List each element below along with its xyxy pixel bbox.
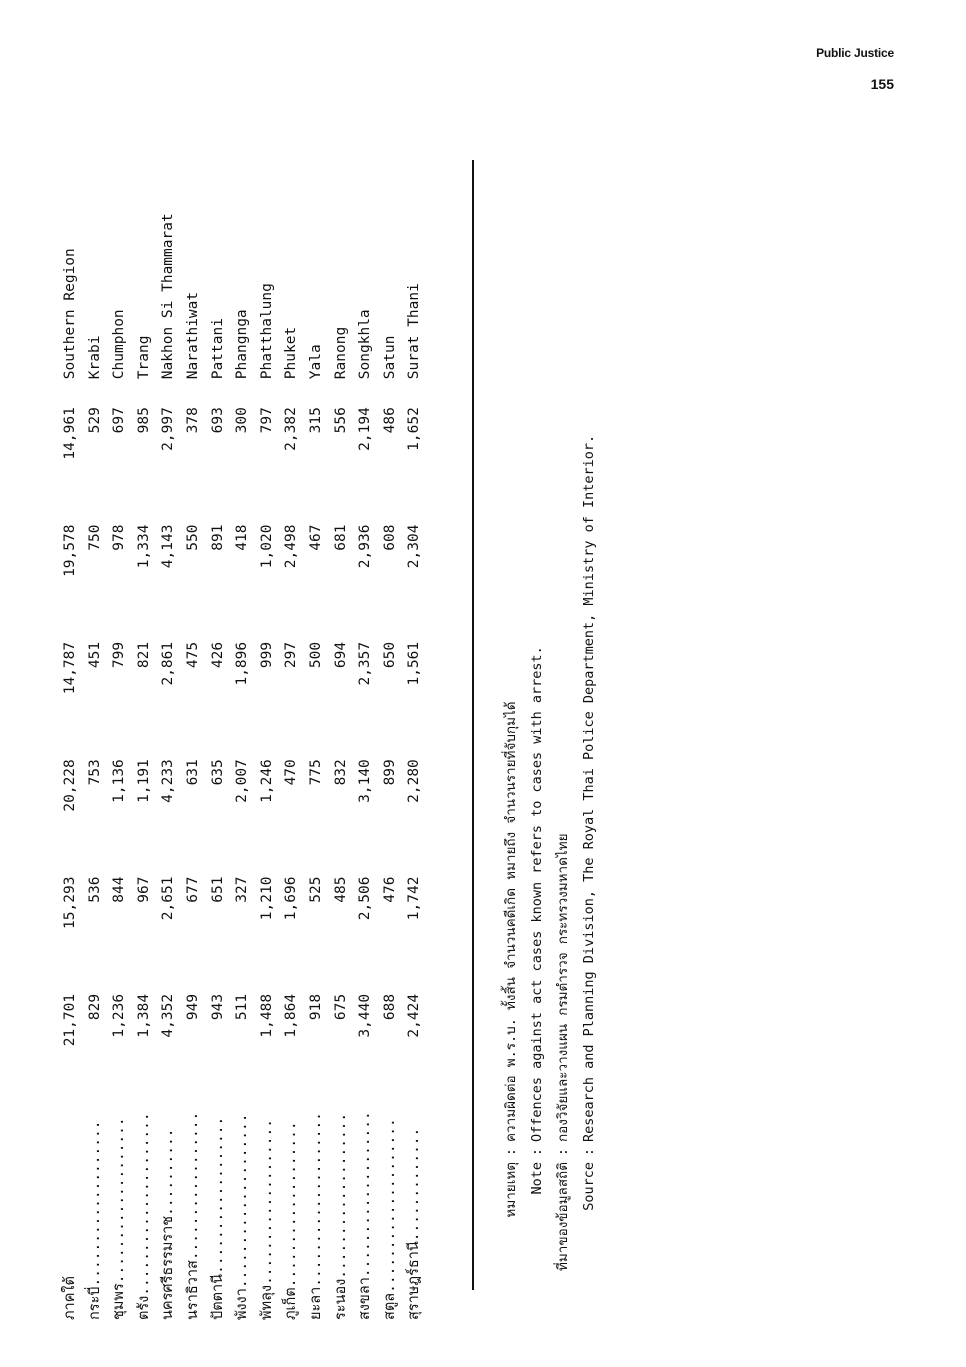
table-cell-value: 4,352 [160,993,177,1038]
province-english-name: Satun [381,335,398,380]
province-thai-name: ชุมพร................... [111,1117,128,1320]
table-row [107,130,132,1320]
table-cell-value: 891 [209,524,226,551]
table-row [353,130,378,1320]
table-cell-value: 486 [381,407,398,434]
table-cell-value: 775 [307,759,324,786]
table-cell-value: 799 [111,641,128,669]
table-cell-value: 470 [283,759,300,786]
province-english-name: Yala [307,344,324,380]
table-cell-value: 511 [234,993,251,1021]
table-cell-value: 1,020 [258,524,275,569]
table-cell-value: 832 [332,759,349,786]
province-thai-name: พังงา.................... [234,1113,251,1320]
table-cell-value: 3,140 [357,759,374,803]
table-cell-value: 750 [86,524,103,551]
table-cell-value: 693 [209,407,226,434]
table-cell-value: 19,578 [62,524,78,577]
table-cell-value: 943 [209,993,226,1021]
table-cell-value: 1,210 [258,876,275,921]
note-line: Note:Offences against act cases known refers to cases with arrest. [524,435,550,1272]
table-cell-value: 918 [307,993,324,1021]
table-cell-value: 635 [209,759,226,786]
table-cell-value: 378 [184,407,201,434]
province-english-name: Krabi [86,335,103,380]
table-cell-value: 675 [332,993,349,1021]
table-cell-value: 631 [184,759,201,786]
source-text: Research and Planning Division, The Royal Thai Police Department, Ministry of Interior. [581,434,597,1142]
table-cell-value: 2,651 [160,876,177,921]
table-row [255,130,280,1320]
table-cell-value: 688 [381,993,398,1021]
province-thai-name: สงขลา................... [357,1111,374,1320]
table-cell-value: 967 [135,876,152,903]
table-cell-value: 2,357 [357,641,374,686]
province-english-name: Phuket [283,326,300,380]
table-cell-value: 999 [258,641,275,669]
table-cell-value: 2,506 [357,876,374,921]
table-cell-value: 2,280 [406,759,423,803]
table-cell-value: 1,696 [283,876,300,921]
table-cell-value: 2,007 [234,759,251,803]
province-english-name: Pattani [209,318,226,380]
thai-source-line: ที่มาของข้อมูลสถิติ:กองวิจัยและวางแผน กรมตำรวจ กระทรวงมหาดไทย [550,435,576,1272]
table-cell-value: 899 [381,759,398,786]
table-row [156,130,181,1320]
table-cell-value: 1,864 [283,993,300,1038]
table-cell-value: 525 [307,876,324,903]
province-thai-name: กระบี่................... [86,1120,103,1320]
table-cell-value: 650 [381,641,398,669]
source-label: Source [581,1162,597,1211]
rotated-content [40,130,640,1320]
table-cell-value: 426 [209,641,226,669]
table-cell-value: 2,424 [406,993,423,1038]
province-english-name: Narathiwat [184,291,201,380]
table-cell-value: 681 [332,524,349,551]
note-text: Offences against act cases known refers to cases with arrest. [529,646,545,1142]
table-row [230,130,255,1320]
table-cell-value: 15,293 [62,876,78,929]
table-cell-value: 844 [111,876,128,903]
province-english-name: Phangnga [234,309,251,380]
table-cell-value: 556 [332,407,349,434]
table-cell-value: 2,382 [283,407,300,451]
table-cell-value: 1,652 [406,407,423,451]
table-cell-value: 529 [86,407,103,434]
table-cell-value: 14,787 [62,641,78,695]
province-english-name: Nakhon Si Thammarat [160,213,177,380]
table-cell-value: 2,861 [160,641,177,686]
province-thai-name: ภูเก็ต................... [283,1121,300,1320]
province-thai-name: สุราษฎร์ธานี............. [406,1127,423,1320]
table-cell-value: 2,997 [160,407,177,451]
province-english-name: Chumphon [111,309,128,380]
table-cell-value: 2,936 [357,524,374,569]
table-cell-value: 1,246 [258,759,275,803]
province-thai-name: พัทลุง................... [258,1119,275,1320]
table-cell-value: 315 [307,407,324,434]
table-row [329,130,354,1320]
province-thai-name: นครศรีธรรมราช.......... [160,1128,177,1320]
province-english-name: Phatthalung [258,283,275,380]
table-cell-value: 1,561 [406,641,423,686]
table-cell-value: 1,488 [258,993,275,1038]
province-thai-name: ปัตตานี.................. [209,1116,226,1320]
table-cell-value: 467 [307,524,324,551]
table-cell-value: 1,136 [111,759,128,803]
table-cell-value: 608 [381,524,398,551]
table-cell-value: 14,961 [62,407,78,460]
province-thai-name: ตรัง..................... [135,1112,152,1320]
table-cell-value: 651 [209,876,226,903]
table-cell-value: 821 [135,641,152,669]
table-cell-value: 985 [135,407,152,434]
table-cell-value: 2,194 [357,407,374,451]
thai-note-line: หมายเหตุ:ความผิดต่อ พ.ร.บ. ทั้งสิ้น จำนวนคดีเกิด หมายถึง จำนวนรายที่จับกุมได้ [498,435,524,1272]
table-cell-value: 4,233 [160,759,177,803]
table-cell-value: 949 [184,993,201,1021]
province-thai-name: ภาคใต้ [62,1276,78,1320]
table-cell-value: 475 [184,641,201,669]
province-thai-name: สตูล.................... [381,1118,398,1320]
table-cell-value: 485 [332,876,349,903]
province-thai-name: ระนอง................... [332,1112,349,1320]
province-english-name: Ranong [332,326,349,380]
table-row [402,130,427,1320]
table-cell-value: 2,498 [283,524,300,569]
page-number: 155 [870,76,894,92]
table-cell-value: 1,896 [234,641,251,686]
table-cell-value: 500 [307,641,324,669]
table-divider-rule [472,160,474,1290]
table-cell-value: 300 [234,407,251,434]
table-cell-value: 476 [381,876,398,903]
table-cell-value: 536 [86,876,103,903]
table-cell-value: 297 [283,641,300,669]
note-label: Note [529,1162,545,1195]
table-cell-value: 1,742 [406,876,423,921]
table-cell-value: 1,384 [135,993,152,1038]
table-notes [498,435,602,1272]
province-english-name: Songkhla [357,309,374,380]
table-row [378,130,403,1320]
table-cell-value: 418 [234,524,251,551]
thai-source-text: กองวิจัยและวางแผน กรมตำรวจ กระทรวงมหาดไทย [555,833,571,1142]
table-cell-value: 694 [332,641,349,669]
province-thai-name: ยะลา.................... [307,1112,324,1320]
table-row [304,130,329,1320]
table-row [206,130,231,1320]
table-cell-value: 20,228 [62,759,78,812]
table-row [132,130,157,1320]
thai-source-label: ที่มาของข้อมูลสถิติ [555,1162,571,1271]
table-cell-value: 1,236 [111,993,128,1038]
table-cell-value: 697 [111,407,128,434]
table-cell-value: 2,304 [406,524,423,569]
province-english-name: Surat Thani [406,283,423,380]
province-thai-name: นราธิวาส................. [184,1111,201,1320]
table-cell-value: 3,440 [357,993,374,1038]
table-cell-value: 978 [111,524,128,551]
statistics-table [58,130,427,1320]
table-row [279,130,304,1320]
thai-note-text: ความผิดต่อ พ.ร.บ. ทั้งสิ้น จำนวนคดีเกิด หมายถึง จำนวนรายที่จับกุมได้ [503,701,519,1142]
running-header: Public Justice [816,46,894,60]
province-english-name: Southern Region [62,248,78,380]
table-cell-value: 4,143 [160,524,177,569]
table-row [181,130,206,1320]
table-cell-value: 1,334 [135,524,152,569]
table-row [83,130,108,1320]
table-cell-value: 753 [86,759,103,786]
table-cell-value: 550 [184,524,201,551]
table-row [58,130,83,1320]
table-cell-value: 451 [86,641,103,669]
thai-note-label: หมายเหตุ [503,1162,519,1218]
table-cell-value: 797 [258,407,275,434]
table-cell-value: 1,191 [135,759,152,803]
table-cell-value: 677 [184,876,201,903]
table-cell-value: 327 [234,876,251,903]
source-line: Source:Research and Planning Division, The Royal Thai Police Department, Ministry of Interior. [576,435,602,1272]
table-cell-value: 829 [86,993,103,1021]
province-english-name: Trang [135,335,152,380]
table-cell-value: 21,701 [62,993,78,1047]
